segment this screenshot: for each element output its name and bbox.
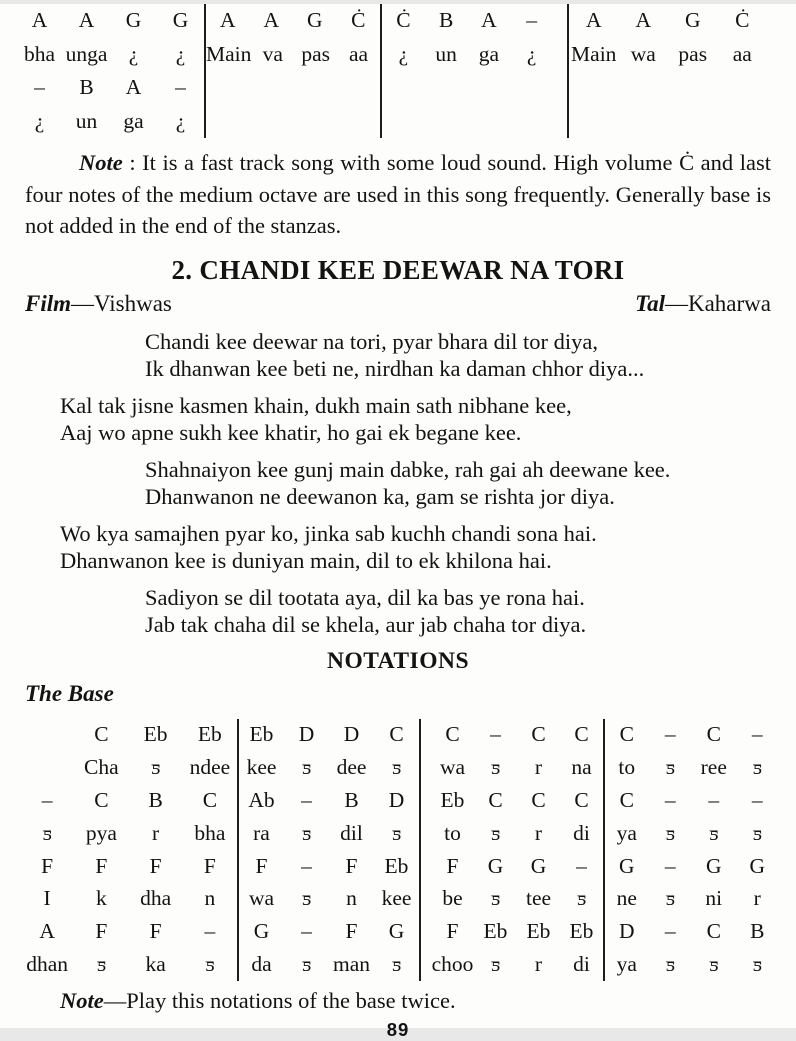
notes-row: [605, 719, 779, 752]
note-cell: G: [172, 8, 189, 33]
lyric-cell: Main: [206, 41, 252, 66]
lyrics-row: [20, 817, 237, 850]
verse: [145, 456, 796, 511]
note-cell: –: [664, 722, 676, 747]
lyric-line: Kal tak jisne kasmen khain, dukh main sath nibhane kee,: [60, 392, 572, 418]
note-cell: Eb: [249, 722, 274, 747]
lyrics-row: [239, 751, 419, 784]
lyric-cell: r: [534, 820, 543, 845]
base-note-label: Note: [60, 987, 104, 1013]
verse: [145, 328, 796, 383]
note-cell: C: [706, 722, 721, 747]
note-cell: C: [619, 787, 634, 812]
lyric-cell: di: [573, 951, 590, 976]
note-cell: D: [388, 787, 405, 812]
note-cell: C: [574, 722, 589, 747]
note-separator: :: [122, 150, 143, 175]
lyric-cell: da: [251, 951, 272, 976]
notes-row: [569, 71, 767, 105]
note-cell: F: [149, 853, 162, 878]
lyric-cell: ga: [123, 108, 144, 133]
lyric-cell: ¿: [128, 41, 139, 66]
lyric-cell: r: [534, 755, 543, 780]
lyric-cell: kee: [381, 886, 412, 911]
film-dash: —: [71, 290, 95, 316]
lyric-cell: ya: [616, 951, 637, 976]
note-cell: C: [488, 787, 503, 812]
lyric-cell: ƽ: [42, 820, 52, 845]
lyric-cell: ƽ: [205, 951, 215, 976]
lyric-line: Sadiyon se dil tootata aya, dil ka bas ye rona hai.: [145, 584, 585, 610]
note-cell: Eb: [483, 919, 508, 944]
note-cell: Eb: [143, 722, 168, 747]
notes-row: [569, 4, 767, 38]
note-cell: Eb: [384, 853, 409, 878]
verse: [60, 520, 796, 575]
note-label: Note: [79, 150, 123, 175]
lyric-cell: ƽ: [752, 951, 763, 976]
lyric-cell: dha: [140, 886, 172, 911]
score-measure: [567, 4, 767, 138]
lyric-cell: ƽ: [96, 951, 107, 976]
lyrics-row: [605, 948, 779, 981]
lyric-line: Dhanwanon kee is duniyan main, dil to ek khilona hai.: [60, 548, 552, 573]
note-cell: G: [705, 853, 722, 878]
lyric-cell: ¿: [398, 41, 409, 66]
note-cell: A: [481, 8, 497, 33]
lyric-cell: un: [435, 41, 457, 66]
lyric-cell: ƽ: [391, 755, 402, 780]
lyrics-row: [206, 105, 380, 139]
lyric-line: Chandi kee deewar na tori, pyar bhara dil tor diya,: [145, 328, 598, 354]
score-measure: [603, 719, 779, 981]
lyric-cell: ndee: [189, 755, 231, 780]
note-cell: –: [708, 787, 720, 812]
note-cell: C: [389, 722, 404, 747]
notes-row: [605, 784, 779, 817]
note-cell: –: [664, 919, 676, 944]
note-cell: –: [664, 853, 676, 878]
lyric-cell: dee: [336, 755, 367, 780]
lyric-cell: dhan: [26, 951, 69, 976]
note-cell: –: [175, 75, 186, 100]
notes-row: [239, 915, 419, 948]
note-cell: F: [95, 853, 108, 878]
note-cell: –: [301, 919, 312, 944]
tal-label: Tal: [635, 290, 665, 316]
note-cell: Eb: [569, 919, 594, 944]
lyric-cell: un: [75, 108, 98, 133]
lyric-cell: ƽ: [490, 755, 501, 780]
lyric-line: Aaj wo apne sukh kee khatir, ho gai ek begane kee.: [60, 420, 522, 445]
note-cell: –: [526, 8, 537, 33]
note-cell: G: [125, 8, 142, 33]
notes-row: [605, 915, 779, 948]
lyrics-row: [20, 948, 237, 981]
lyric-cell: bha: [23, 41, 56, 66]
note-cell: Eb: [526, 919, 551, 944]
tal-credit: [635, 291, 771, 317]
lyric-cell: di: [573, 820, 590, 845]
note-cell: –: [301, 787, 312, 812]
lyric-cell: ¿: [175, 41, 186, 66]
lyric-line: Jab tak chaha dil se khela, aur jab chaha tor diya.: [145, 612, 587, 637]
note-cell: C: [531, 722, 546, 747]
note-cell: –: [204, 919, 216, 944]
notes-row: [431, 719, 603, 752]
lyrics-section: [0, 328, 796, 639]
note-cell: –: [751, 722, 763, 747]
note-cell: D: [298, 722, 315, 747]
note-cell: G: [388, 919, 405, 944]
lyrics-row: [20, 882, 237, 915]
note-text: It is a fast track song with some loud sound. High volume Ċ and last four notes of the medium octave are used in this song frequently. Generally base is not added in the end of the stanzas.: [25, 150, 771, 238]
lyric-cell: bha: [194, 820, 226, 845]
notes-row: [206, 4, 380, 38]
note-cell: G: [306, 8, 323, 33]
lyric-cell: r: [152, 820, 160, 845]
note-cell: G: [487, 853, 504, 878]
lyric-cell: ƽ: [301, 755, 312, 780]
book-page: [0, 4, 796, 1040]
lyric-cell: ra: [253, 820, 270, 845]
lyric-cell: r: [753, 886, 761, 911]
note-cell: C: [531, 787, 546, 812]
note-cell: B: [148, 787, 163, 812]
note-cell: –: [41, 787, 53, 812]
lyric-cell: ree: [700, 755, 727, 780]
lyric-cell: ƽ: [665, 951, 676, 976]
note-cell: Ċ: [351, 8, 366, 33]
lyric-cell: ¿: [526, 41, 537, 66]
lyrics-row: [382, 105, 553, 139]
notes-row: [239, 784, 419, 817]
lyrics-row: [605, 882, 779, 915]
note-cell: A: [125, 75, 142, 100]
note-cell: B: [79, 75, 94, 100]
tal-dash: —: [664, 290, 688, 316]
lyric-cell: choo: [431, 951, 474, 976]
film-value: Vishwas: [94, 290, 172, 316]
lyric-cell: ƽ: [708, 820, 719, 845]
lyric-line: Dhanwanon ne deewanon ka, gam se rishta jor diya.: [145, 484, 615, 509]
note-cell: F: [95, 919, 108, 944]
score-measure: [204, 4, 380, 138]
note-cell: G: [530, 853, 547, 878]
lyric-cell: aa: [732, 41, 752, 66]
note-cell: –: [576, 853, 587, 878]
lyric-line: Shahnaiyon kee gunj main dabke, rah gai ah deewane kee.: [145, 456, 671, 482]
note-cell: F: [149, 919, 162, 944]
lyric-cell: be: [442, 886, 463, 911]
base-note-dash: —: [103, 987, 127, 1013]
lyric-cell: kee: [246, 755, 277, 780]
lyric-cell: ne: [616, 886, 637, 911]
note-paragraph: [25, 147, 771, 242]
page-number: 89: [386, 1018, 410, 1040]
lyric-cell: ¿: [34, 108, 45, 133]
lyrics-row: [20, 751, 237, 784]
lyric-cell: ¿: [175, 108, 186, 133]
notes-row: [605, 850, 779, 883]
lyrics-row: [431, 948, 603, 981]
lyric-cell: ƽ: [150, 755, 161, 780]
lyric-cell: aa: [349, 41, 369, 66]
lyrics-row: [239, 817, 419, 850]
lyrics-row: [431, 751, 603, 784]
lyrics-row: [605, 751, 779, 784]
notes-row: [431, 784, 603, 817]
lyric-cell: ka: [145, 951, 166, 976]
lyric-cell: wa: [630, 41, 656, 66]
lyrics-row: [382, 38, 553, 72]
note-cell: G: [618, 853, 635, 878]
lyric-cell: ƽ: [576, 886, 587, 911]
note-cell: G: [253, 919, 270, 944]
song-title: 2. CHANDI KEE DEEWAR NA TORI: [171, 254, 625, 285]
lyrics-row: [431, 817, 603, 850]
lyric-cell: ƽ: [490, 951, 501, 976]
notes-row: [206, 71, 380, 105]
note-cell: F: [255, 853, 268, 878]
lyric-cell: dil: [340, 820, 363, 845]
notes-row: [20, 915, 237, 948]
lyric-cell: to: [618, 755, 636, 780]
note-cell: C: [574, 787, 589, 812]
lyric-cell: Main: [571, 41, 617, 66]
note-cell: C: [619, 722, 634, 747]
note-cell: A: [39, 919, 55, 944]
lyrics-row: [569, 38, 767, 72]
note-cell: F: [345, 919, 358, 944]
lyric-cell: ƽ: [490, 886, 501, 911]
lyric-cell: to: [444, 820, 461, 845]
lyric-cell: ƽ: [752, 755, 763, 780]
lyric-cell: I: [43, 886, 51, 911]
base-section-label: The Base: [25, 680, 114, 706]
notes-row: [382, 71, 553, 105]
lyric-cell: pya: [85, 820, 117, 845]
note-cell: F: [203, 853, 216, 878]
notes-row: [16, 4, 204, 38]
lyric-cell: ƽ: [665, 886, 676, 911]
lyric-cell: ga: [478, 41, 500, 66]
lyrics-row: [239, 882, 419, 915]
lyrics-row: [16, 38, 204, 72]
lyric-line: Wo kya samajhen pyar ko, jinka sab kuchh chandi sona hai.: [60, 520, 597, 546]
note-cell: G: [684, 8, 701, 33]
note-cell: F: [345, 853, 358, 878]
lyric-cell: na: [571, 755, 592, 780]
score-measure: [380, 4, 567, 138]
note-cell: –: [490, 722, 501, 747]
lyrics-row: [16, 105, 204, 139]
lyric-cell: wa: [248, 886, 275, 911]
note-cell: D: [618, 919, 635, 944]
lyric-cell: ƽ: [752, 820, 763, 845]
lyric-line: Ik dhanwan kee beti ne, nirdhan ka daman chhor diya...: [145, 356, 645, 381]
credits-row: [25, 291, 771, 317]
lyric-cell: r: [534, 951, 543, 976]
notes-row: [20, 850, 237, 883]
lyrics-row: [431, 882, 603, 915]
note-cell: –: [751, 787, 763, 812]
film-label: Film: [25, 290, 72, 316]
note-cell: B: [750, 919, 765, 944]
lyric-cell: Cha: [84, 755, 119, 780]
lyrics-row: [206, 38, 380, 72]
lyric-cell: ƽ: [391, 820, 402, 845]
note-cell: Eb: [197, 722, 222, 747]
notes-row: [382, 4, 553, 38]
note-cell: F: [41, 853, 54, 878]
notes-row: [431, 850, 603, 883]
lyric-cell: pas: [678, 41, 708, 66]
score-measure: [419, 719, 603, 981]
lyrics-row: [569, 105, 767, 139]
film-credit: [25, 291, 172, 317]
base-score-table: [0, 719, 796, 981]
lyric-cell: ƽ: [301, 886, 312, 911]
note-cell: A: [219, 8, 236, 33]
note-cell: F: [446, 853, 459, 878]
note-cell: C: [445, 722, 460, 747]
lyric-cell: n: [346, 886, 357, 911]
lyric-cell: ni: [705, 886, 723, 911]
note-cell: G: [749, 853, 766, 878]
lyric-cell: ƽ: [490, 820, 501, 845]
base-note: [60, 988, 771, 1014]
verse: [60, 392, 796, 447]
lyric-cell: k: [96, 886, 107, 911]
lyric-cell: ƽ: [708, 951, 719, 976]
base-note-text: Play this notations of the base twice.: [126, 987, 456, 1013]
score-measure: [0, 719, 237, 981]
lyric-cell: ƽ: [665, 755, 676, 780]
lyrics-row: [239, 948, 419, 981]
lyric-cell: wa: [439, 755, 466, 780]
lyric-cell: tee: [525, 886, 552, 911]
lyric-cell: n: [204, 886, 216, 911]
notes-row: [239, 719, 419, 752]
note-cell: C: [202, 787, 218, 812]
note-cell: F: [446, 919, 459, 944]
note-cell: B: [438, 8, 454, 33]
score-measure: [0, 4, 204, 138]
note-cell: A: [263, 8, 280, 33]
note-cell: D: [343, 722, 360, 747]
note-cell: Ab: [248, 787, 275, 812]
note-cell: –: [301, 853, 312, 878]
notes-row: [16, 71, 204, 105]
notes-row: [431, 915, 603, 948]
note-cell: A: [635, 8, 652, 33]
lyrics-row: [605, 817, 779, 850]
notations-heading: NOTATIONS: [326, 647, 470, 674]
notes-row: [20, 719, 237, 752]
note-cell: Ċ: [735, 8, 750, 33]
note-cell: A: [78, 8, 95, 33]
lyric-cell: ƽ: [665, 820, 676, 845]
notes-row: [20, 784, 237, 817]
notes-row: [239, 850, 419, 883]
note-cell: C: [706, 919, 721, 944]
note-cell: A: [31, 8, 48, 33]
score-measure: [237, 719, 419, 981]
tal-value: Kaharwa: [687, 290, 771, 316]
lyric-cell: va: [262, 41, 283, 66]
lyric-cell: ƽ: [301, 951, 312, 976]
note-cell: B: [344, 787, 359, 812]
note-cell: –: [34, 75, 45, 100]
note-cell: C: [94, 787, 109, 812]
note-cell: A: [585, 8, 602, 33]
lyric-cell: ƽ: [391, 951, 402, 976]
verse: [145, 584, 796, 639]
note-cell: Eb: [440, 787, 465, 812]
lyric-cell: pas: [301, 41, 331, 66]
lyric-cell: unga: [65, 41, 108, 66]
lyric-cell: ya: [616, 820, 637, 845]
lyric-cell: man: [332, 951, 371, 976]
top-score-table: [0, 4, 796, 138]
note-cell: –: [664, 787, 676, 812]
note-cell: Ċ: [396, 8, 411, 33]
note-cell: C: [94, 722, 109, 747]
lyric-cell: ƽ: [301, 820, 312, 845]
